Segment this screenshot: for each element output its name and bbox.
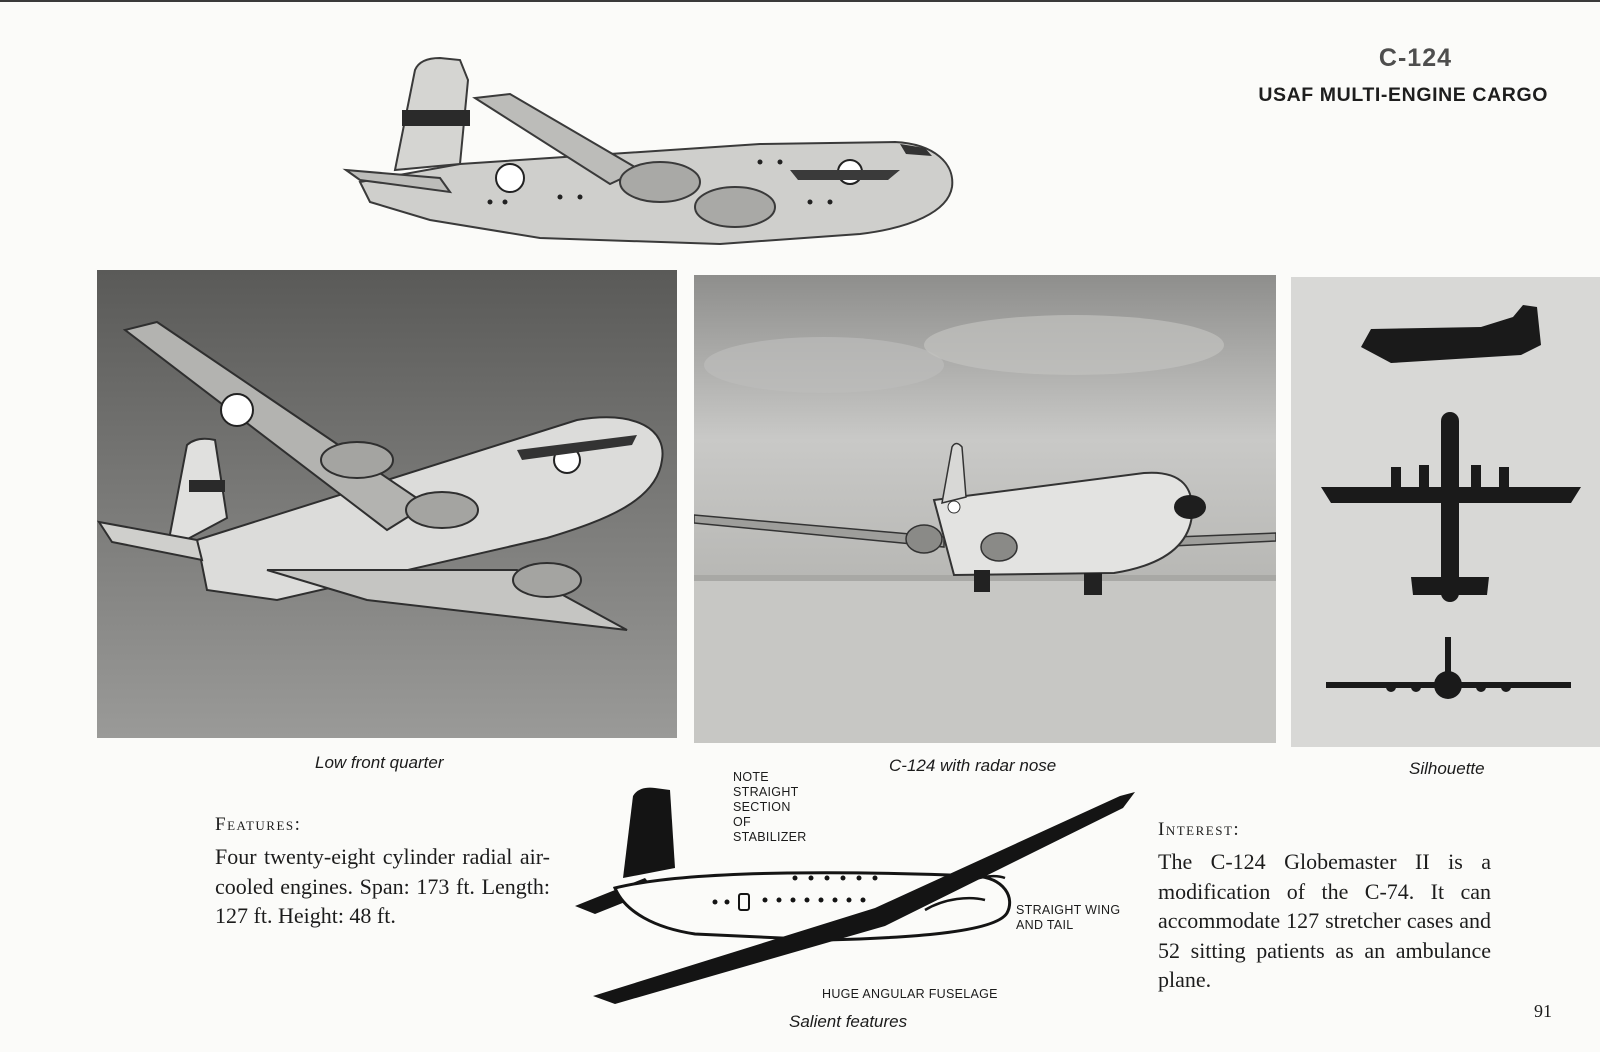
diagram-caption: Salient features — [789, 1012, 908, 1031]
caption-low-front-quarter: Low front quarter — [315, 753, 444, 772]
aircraft-category: USAF MULTI-ENGINE CARGO — [1258, 84, 1548, 106]
interest-heading: Interest: — [1158, 819, 1241, 840]
salient-features-diagram — [575, 778, 1135, 1006]
callout-straight-wing: STRAIGHT WING AND TAIL — [1016, 903, 1121, 932]
photo-low-front-quarter — [97, 270, 677, 738]
features-heading: Features: — [215, 814, 302, 835]
callout-fuselage: HUGE ANGULAR FUSELAGE — [822, 987, 998, 1001]
page-number: 91 — [1534, 1001, 1552, 1021]
interest-text: The C-124 Globemaster II is a modification of the C-74. It can accommodate 127 stretcher cases and 52 sitting patients as an ambulance plane. — [1158, 849, 1491, 992]
photo-radar-nose — [694, 275, 1276, 743]
caption-silhouette: Silhouette — [1409, 759, 1485, 778]
aircraft-designation: C-124 — [1378, 44, 1452, 72]
caption-radar-nose: C-124 with radar nose — [889, 756, 1057, 775]
top-border — [0, 0, 1600, 2]
features-text: Four twenty-eight cylinder radial air-cooled engines. Span: 173 ft. Length: 127 ft. Height: 48 ft. — [215, 844, 550, 928]
photo-silhouette — [1291, 277, 1600, 747]
callout-stabilizer: NOTE STRAIGHT SECTION OF STABILIZER — [733, 770, 807, 844]
side-profile-illustration — [340, 52, 980, 258]
